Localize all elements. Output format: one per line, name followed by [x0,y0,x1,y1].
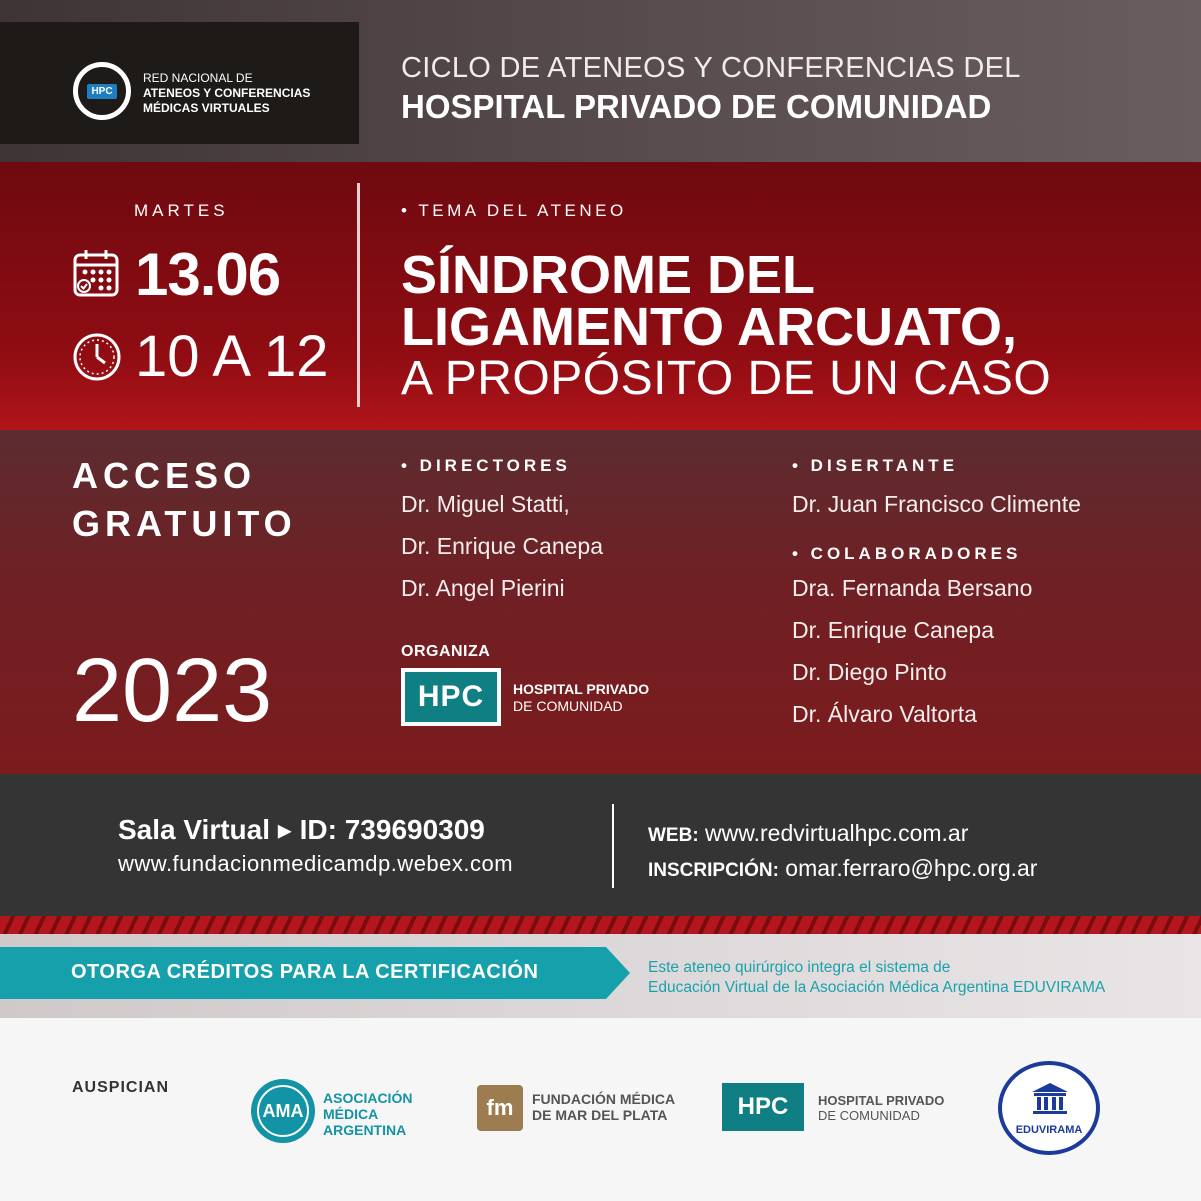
header-line1: CICLO DE ATENEOS Y CONFERENCIAS DEL [401,52,1021,84]
web-info [648,820,968,847]
network-logo-icon [73,62,131,120]
calendar-icon [72,248,120,298]
hpc-sponsor-name [818,1093,944,1123]
topic-label: • TEMA DEL ATENEO [401,201,627,220]
director-name: Dr. Miguel Statti, [401,491,570,517]
certification-description [648,958,1105,998]
eduvirama-logo [998,1061,1100,1155]
ama-name-line2: MÉDICA [323,1106,379,1122]
divider-vertical [612,804,614,888]
access-line1: ACCESO [72,455,257,496]
virtual-room-id: Sala Virtual ▸ ID: 739690309 [118,814,485,845]
event-day: MARTES [134,201,229,220]
organizer-name-line2: DE COMUNIDAD [513,698,623,714]
access-label [72,452,297,548]
event-year: 2023 [72,641,273,741]
collaborator-name: Dr. Álvaro Valtorta [792,701,977,727]
hpc-sponsor-name-line1: HOSPITAL PRIVADO [818,1093,945,1108]
director-name: Dr. Angel Pierini [401,575,565,601]
network-logo-text [143,71,333,116]
decorative-stripe [0,916,1201,934]
header-line2: HOSPITAL PRIVADO DE COMUNIDAD [401,88,992,125]
fmm-name-line1: FUNDACIÓN MÉDICA [532,1091,676,1107]
ama-name-line1: ASOCIACIÓN [323,1090,413,1106]
collaborator-name: Dra. Fernanda Bersano [792,575,1033,601]
network-logo-line2: ATENEOS Y CONFERENCIAS [143,86,311,100]
directors-list [401,483,603,609]
webex-link[interactable]: www.fundacionmedicamdp.webex.com [118,851,514,876]
hpc-sponsor-logo-text: HPC [737,1093,789,1120]
certification-desc-line1: Este ateneo quirúrgico integra el sistema de [648,959,951,976]
director-name: Dr. Enrique Canepa [401,533,604,559]
eduvirama-name: EDUVIRAMA [1015,1124,1083,1136]
ama-name-line3: ARGENTINA [323,1122,407,1138]
access-line2: GRATUITO [72,503,297,544]
directors-label: • DIRECTORES [401,456,571,475]
title-line3: A PROPÓSITO DE UN CASO [401,352,1052,405]
registration-label: INSCRIPCIÓN: [648,860,779,881]
speaker-label: • DISERTANTE [792,456,959,475]
ama-logo-text: AMA [257,1085,309,1137]
building-icon [1030,1081,1070,1115]
hpc-sponsor-name-line2: DE COMUNIDAD [818,1108,920,1123]
speaker-name: Dr. Juan Francisco Climente [792,491,1081,517]
event-time: 10 A 12 [135,324,329,389]
registration-email[interactable]: omar.ferraro@hpc.org.ar [785,855,1038,881]
title-line1: SÍNDROME DEL [401,245,816,305]
collaborators-label: • COLABORADORES [792,544,1022,563]
ama-logo [251,1079,315,1143]
sponsors-label: AUSPICIAN [72,1079,170,1096]
collaborator-name: Dr. Enrique Canepa [792,617,995,643]
hpc-logo-text: HPC [417,680,485,713]
collaborators-list [792,567,1032,735]
event-date: 13.06 [135,241,281,308]
certification-banner-text: OTORGA CRÉDITOS PARA LA CERTIFICACIÓN [71,961,539,983]
title-line2: LIGAMENTO ARCUATO, [401,297,1017,357]
ama-name [323,1090,412,1138]
web-link[interactable]: www.redvirtualhpc.com.ar [705,820,969,846]
clock-icon [72,332,122,382]
hpc-sponsor-logo [722,1083,804,1131]
collaborator-name: Dr. Diego Pinto [792,659,947,685]
hpc-logo [401,668,501,726]
divider-vertical [357,183,360,407]
fmm-name [532,1091,675,1123]
web-label: WEB: [648,825,699,846]
fmm-name-line2: DE MAR DEL PLATA [532,1107,668,1123]
organizer-name [513,681,649,715]
network-logo-line3: MÉDICAS VIRTUALES [143,101,270,115]
organizer-name-line1: HOSPITAL PRIVADO [513,681,650,697]
certification-desc-line2: Educación Virtual de la Asociación Médica Argentina EDUVIRAMA [648,979,1106,996]
network-logo-badge: HPC [87,84,116,99]
network-logo-line1: RED NACIONAL DE [143,71,253,85]
fmm-logo: fm [477,1085,523,1131]
organizer-label: ORGANIZA [401,643,491,660]
registration-info [648,855,1037,882]
